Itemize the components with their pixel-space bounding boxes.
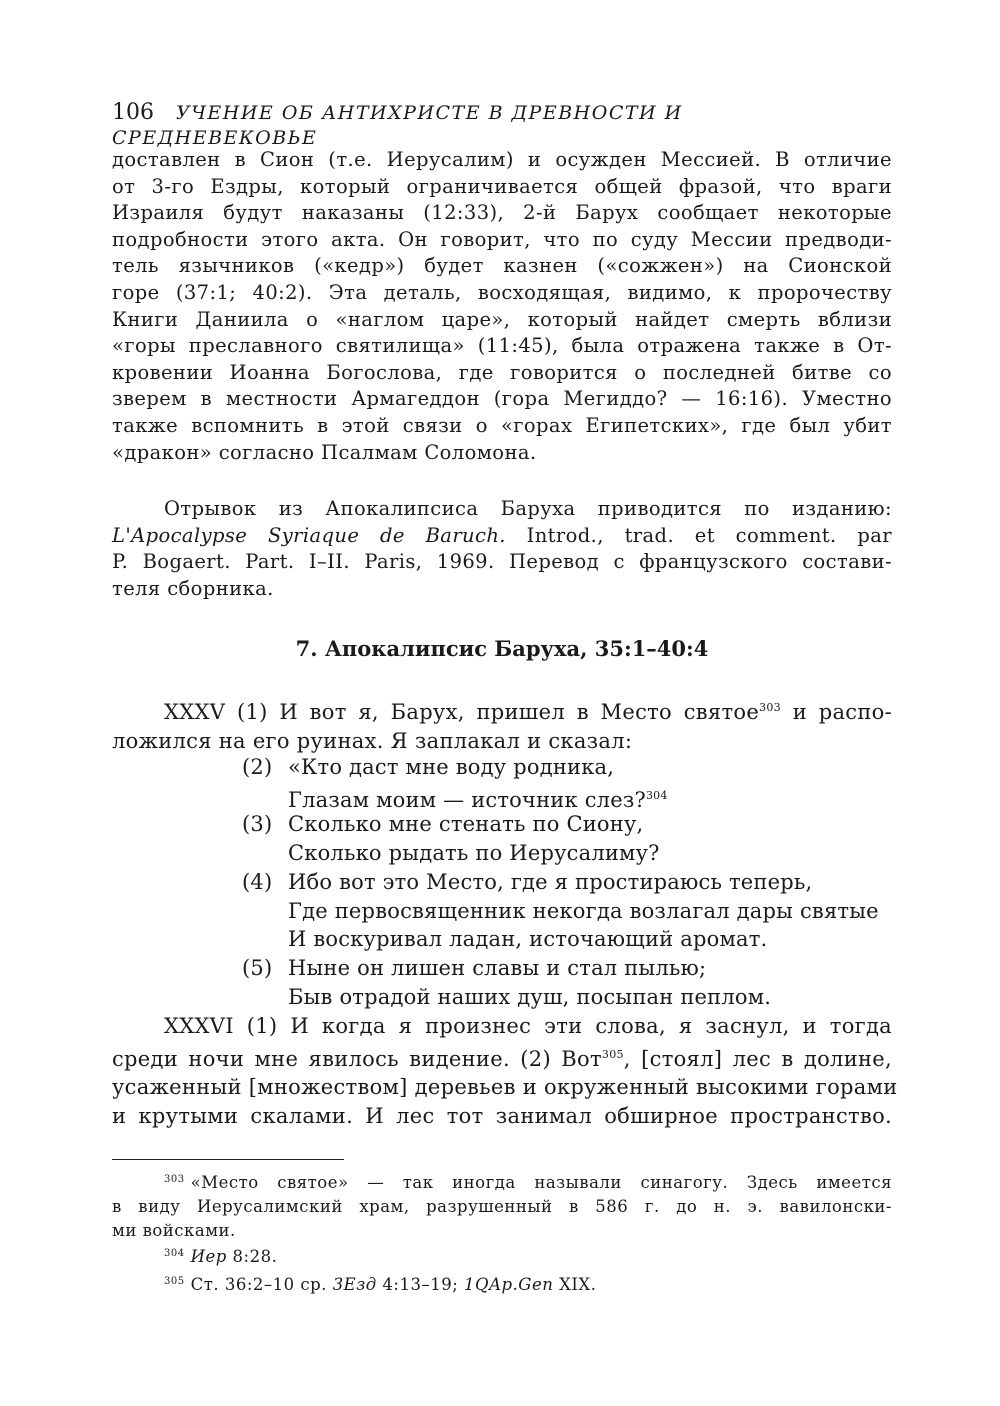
text-line: горе (37:1; 40:2). Эта деталь, восходящая, видимо, к пророчеству	[112, 280, 892, 304]
footnote-number: 303	[164, 1174, 185, 1185]
footnote-ref: 305	[601, 1047, 624, 1061]
footnote-303	[112, 1168, 892, 1243]
footnote-line: ми войсками.	[112, 1221, 236, 1240]
text-line: зверем в местности Армагеддон (гора Мегиддо? — 16:16). Уместно	[112, 387, 892, 411]
edition-title: L'Apocalypse Syriaque de Baruch.	[112, 523, 506, 547]
text-line: XXXVI (1) И когда я произнес эти слова, я заснул, и тогда	[164, 1014, 892, 1038]
chapter-36-opening	[112, 1012, 898, 1130]
chapter-35-opening	[112, 694, 892, 755]
verse-line: Ныне он лишен славы и стал пылью;	[288, 956, 707, 980]
verse-line: Где первосвященник некогда возлагал дары святые	[288, 898, 879, 923]
text-line: от 3-го Ездры, который ограничивается общей фразой, что враги	[112, 174, 892, 198]
footnote-line: в виду Иерусалимский храм, разрушенный в 586 г. до н. э. вавилонски-	[112, 1197, 892, 1216]
text-line: L'Apocalypse Syriaque de Baruch. Introd., trad. et comment. par	[112, 523, 892, 547]
verse-line: Сколько рыдать по Иерусалиму?	[288, 840, 660, 865]
verse-line: Сколько мне стенать по Сиону,	[288, 812, 644, 836]
footnote-line: $^{303}$ «Место святое» — так иногда называли синагогу. Здесь имеется	[164, 1173, 892, 1192]
footnote-line: $^{304}$ Иер 8:28.	[164, 1247, 278, 1266]
verse-4	[242, 868, 902, 954]
text-line: Израиля будут наказаны (12:33), 2-й Барух сообщает некоторые	[112, 201, 892, 225]
verse-line: И воскуривал ладан, источающий аромат.	[288, 927, 768, 951]
text-line: Отрывок из Апокалипсиса Баруха приводится по изданию:	[164, 497, 892, 520]
text-line: «горы преславного святилища» (11:45), была отражена также в От-	[112, 334, 892, 358]
footnote-305	[112, 1270, 892, 1297]
text-line: Книги Даниила о «наглом царе», который найдет смерть вблизи	[112, 307, 892, 331]
verse-line: Глазам моим — источник слез?$^{304}$	[288, 787, 668, 812]
footnote-line: $^{305}$ Ст. 36:2–10 ср. 3Езд 4:13–19; 1QAp.Gen XIX.	[164, 1275, 597, 1294]
text-line: кровении Иоанна Богослова, где говорится о последней битве со	[112, 360, 892, 384]
footnote-divider	[112, 1159, 344, 1160]
footnote-number: 304	[164, 1248, 185, 1259]
running-header	[112, 100, 892, 149]
verse-line: Ибо вот это Место, где я простираюсь теперь,	[288, 870, 813, 894]
text-line: подробности этого акта. Он говорит, что по суду Мессии предводи-	[112, 227, 892, 251]
text-line: тель язычников («кедр») будет казнен («сожжен») на Сионской	[112, 254, 892, 278]
source-paragraph	[112, 496, 892, 602]
footnote-number: 305	[164, 1276, 185, 1287]
verse-number: (5)	[242, 956, 273, 980]
footnote-ref: 303	[759, 701, 781, 714]
text-line: среди ночи мне явилось видение. (2) Вот$^{305}$, [стоял] лес в долине,	[112, 1046, 892, 1071]
running-title: УЧЕНИЕ ОБ АНТИХРИСТЕ В ДРЕВНОСТИ И СРЕДНЕВЕКОВЬЕ	[112, 102, 683, 149]
intro-paragraph	[112, 147, 892, 466]
verse-line: Быв отрадой наших душ, посыпан пеплом.	[288, 984, 772, 1009]
text-line: XXXV (1) И вот я, Барух, пришел в Место святое$^{303}$ и распо-	[164, 700, 892, 724]
verse-number: (4)	[242, 870, 273, 894]
text-line: ложился на его руинах. Я заплакал и сказал:	[112, 728, 633, 753]
verse-2	[242, 753, 902, 814]
text-line: усаженный [множеством] деревьев и окруженный высокими горами	[112, 1075, 898, 1099]
verse-3	[242, 810, 902, 867]
text-line: «дракон» согласно Псалмам Соломона.	[112, 440, 537, 464]
verse-line: «Кто даст мне воду родника,	[288, 755, 615, 779]
footnote-ref: 304	[645, 788, 668, 802]
verse-number: (3)	[242, 812, 273, 836]
verse-number: (2)	[242, 755, 273, 779]
text-line: доставлен в Сион (т.е. Иерусалим) и осужден Мессией. В отличие	[112, 148, 892, 171]
text-line: P. Bogaert. Part. I–II. Paris, 1969. Перевод с французского состави-	[112, 550, 892, 574]
section-heading: 7. Апокалипсис Баруха, 35:1–40:4	[295, 636, 709, 661]
text-line: также вспомнить в этой связи о «горах Египетских», где был убит	[112, 413, 892, 437]
page-number: 106	[112, 100, 154, 125]
text-line: и крутыми скалами. И лес тот занимал обширное пространство.	[112, 1103, 892, 1128]
footnote-304	[112, 1242, 892, 1269]
verse-5	[242, 954, 902, 1011]
text-line: теля сборника.	[112, 576, 274, 600]
